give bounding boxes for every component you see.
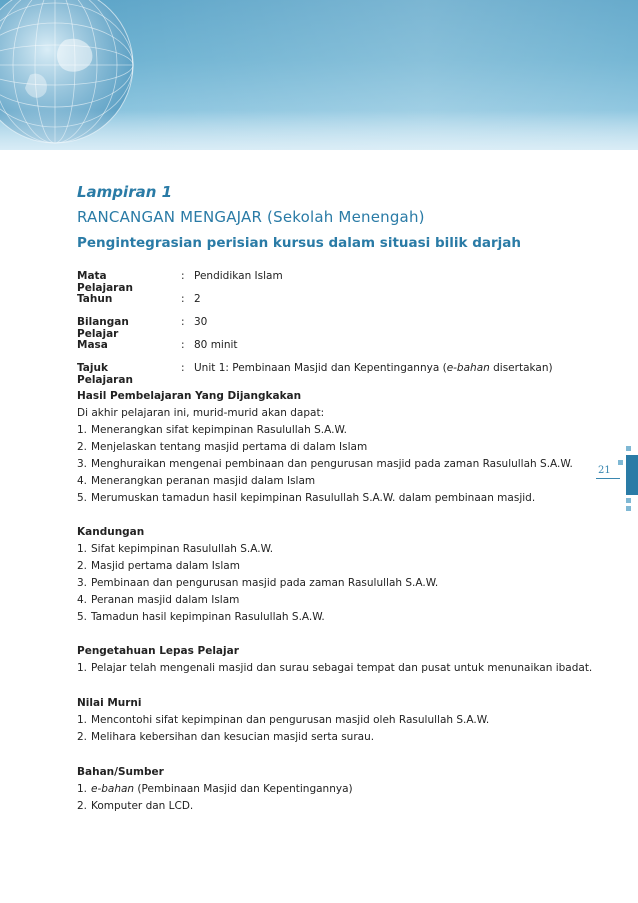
decor-square xyxy=(626,498,631,503)
info-colon: : xyxy=(181,362,185,374)
list-text: Merumuskan tamadun hasil kepimpinan Rasulullah S.A.W. dalam pembinaan masjid. xyxy=(91,492,536,504)
list-item xyxy=(77,439,573,456)
list-text: Komputer dan LCD. xyxy=(91,800,194,812)
info-label: Tahun xyxy=(77,293,113,305)
section-content xyxy=(77,524,438,626)
list-number: 1. xyxy=(77,543,88,555)
page-subtitle: Pengintegrasian perisian kursus dalam situasi bilik darjah xyxy=(77,235,521,251)
list-number: 1. xyxy=(77,714,88,726)
list-item xyxy=(77,456,573,473)
page-number-underline xyxy=(596,478,620,479)
info-colon: : xyxy=(181,316,185,328)
topic-ebahan: e-bahan xyxy=(446,362,490,374)
info-value: 30 xyxy=(194,316,208,328)
list-item xyxy=(77,422,573,439)
list-item xyxy=(77,781,353,798)
ebahan-text: e-bahan xyxy=(91,783,135,795)
list-number: 5. xyxy=(77,492,88,504)
topic-text: Unit 1: Pembinaan Masjid dan Kepentingannya ( xyxy=(194,362,447,374)
list-text: Masjid pertama dalam Islam xyxy=(91,560,240,572)
header-banner xyxy=(0,0,638,150)
list-text: Pembinaan dan pengurusan masjid pada zaman Rasulullah S.A.W. xyxy=(91,577,439,589)
list-text: Mencontohi sifat kepimpinan dan pengurusan masjid oleh Rasulullah S.A.W. xyxy=(91,714,490,726)
decor-square xyxy=(626,506,631,511)
section-title: Bahan/Sumber xyxy=(77,766,164,778)
list-item xyxy=(77,558,438,575)
list-number: 3. xyxy=(77,577,88,589)
decor-square xyxy=(618,460,623,465)
list-text: Menerangkan sifat kepimpinan Rasulullah S.A.W. xyxy=(91,424,347,436)
list-item xyxy=(77,609,438,626)
section-values xyxy=(77,695,489,746)
info-label: Bilangan Pelajar xyxy=(77,316,129,340)
info-value: Pendidikan Islam xyxy=(194,270,283,282)
section-title: Nilai Murni xyxy=(77,697,142,709)
appendix-label: Lampiran 1 xyxy=(77,183,173,201)
list-item xyxy=(77,798,353,815)
section-title: Hasil Pembelajaran Yang Dijangkakan xyxy=(77,390,302,402)
list-text: Menjelaskan tentang masjid pertama di dalam Islam xyxy=(91,441,368,453)
list-text: Peranan masjid dalam Islam xyxy=(91,594,240,606)
info-label: Mata Pelajaran xyxy=(77,270,133,294)
info-value xyxy=(194,362,553,374)
page-title: RANCANGAN MENGAJAR (Sekolah Menengah) xyxy=(77,208,425,226)
info-label: Tajuk Pelajaran xyxy=(77,362,133,386)
list-number: 2. xyxy=(77,560,88,572)
section-title: Pengetahuan Lepas Pelajar xyxy=(77,645,239,657)
list-number: 2. xyxy=(77,731,88,743)
list-item xyxy=(77,575,438,592)
info-colon: : xyxy=(181,270,185,282)
info-value: 80 minit xyxy=(194,339,238,351)
list-number: 3. xyxy=(77,458,88,470)
list-item xyxy=(77,660,592,677)
list-number: 2. xyxy=(77,441,88,453)
list-item xyxy=(77,712,489,729)
list-number: 2. xyxy=(77,800,88,812)
list-text: (Pembinaan Masjid dan Kepentingannya) xyxy=(134,783,353,795)
info-label: Masa xyxy=(77,339,108,351)
list-text: Menerangkan peranan masjid dalam Islam xyxy=(91,475,316,487)
list-text: Sifat kepimpinan Rasulullah S.A.W. xyxy=(91,543,274,555)
list-text: Melihara kebersihan dan kesucian masjid serta surau. xyxy=(91,731,375,743)
list-item xyxy=(77,490,573,507)
page-edge-bar xyxy=(626,455,638,495)
banner-fade xyxy=(0,110,638,150)
list-number: 1. xyxy=(77,424,88,436)
list-item xyxy=(77,729,489,746)
list-number: 4. xyxy=(77,594,88,606)
info-value: 2 xyxy=(194,293,201,305)
section-intro: Di akhir pelajaran ini, murid-murid akan dapat: xyxy=(77,407,325,419)
list-number: 4. xyxy=(77,475,88,487)
decor-square xyxy=(626,446,631,451)
info-colon: : xyxy=(181,293,185,305)
info-colon: : xyxy=(181,339,185,351)
section-prior-knowledge xyxy=(77,643,592,677)
section-title: Kandungan xyxy=(77,526,145,538)
list-text: Tamadun hasil kepimpinan Rasulullah S.A.W. xyxy=(91,611,325,623)
section-learning-outcomes xyxy=(77,388,573,507)
list-item xyxy=(77,592,438,609)
list-number: 5. xyxy=(77,611,88,623)
list-text: Menghuraikan mengenai pembinaan dan pengurusan masjid pada zaman Rasulullah S.A.W. xyxy=(91,458,573,470)
list-item xyxy=(77,473,573,490)
list-item xyxy=(77,541,438,558)
page-number: 21 xyxy=(598,465,611,476)
topic-tail: disertakan) xyxy=(489,362,553,374)
list-number: 1. xyxy=(77,662,88,674)
list-number: 1. xyxy=(77,783,88,795)
section-materials xyxy=(77,764,353,815)
list-text: Pelajar telah mengenali masjid dan surau sebagai tempat dan pusat untuk menunaikan ibadat. xyxy=(91,662,593,674)
